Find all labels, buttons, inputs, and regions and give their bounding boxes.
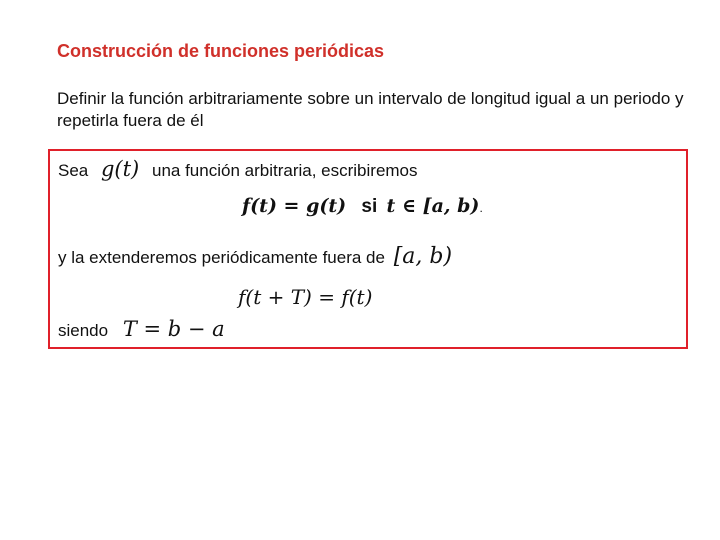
interval-math: [a, b) <box>393 244 453 269</box>
equation-1 <box>242 195 483 218</box>
f-equals-g-math: f(t) = g(t) <box>242 195 347 217</box>
si-label: si <box>361 196 378 217</box>
siendo-label: siendo <box>58 321 109 340</box>
definition-line-2 <box>58 244 452 269</box>
definition-box <box>48 149 688 349</box>
extend-text: y la extenderemos periódicamente fuera de <box>58 248 385 267</box>
definition-line-1 <box>58 157 418 181</box>
g-of-t-math: g(t) <box>100 157 140 181</box>
definition-line-3 <box>58 317 225 341</box>
arbitrary-function-text: una función arbitraria, escribiremos <box>152 161 418 180</box>
equation-1-period: . <box>479 201 483 215</box>
intro-paragraph: Definir la función arbitrariamente sobre un intervalo de longitud igual a un periodo y repetirla fuera de él <box>57 89 684 130</box>
periodicity-equation: f(t + T) = f(t) <box>238 285 373 309</box>
interval-condition-math: t ∈ [a, b) <box>386 195 480 217</box>
sea-label: Sea <box>58 161 89 180</box>
period-definition-math: T = b − a <box>122 317 225 341</box>
slide-title: Construcción de funciones periódicas <box>57 41 385 61</box>
